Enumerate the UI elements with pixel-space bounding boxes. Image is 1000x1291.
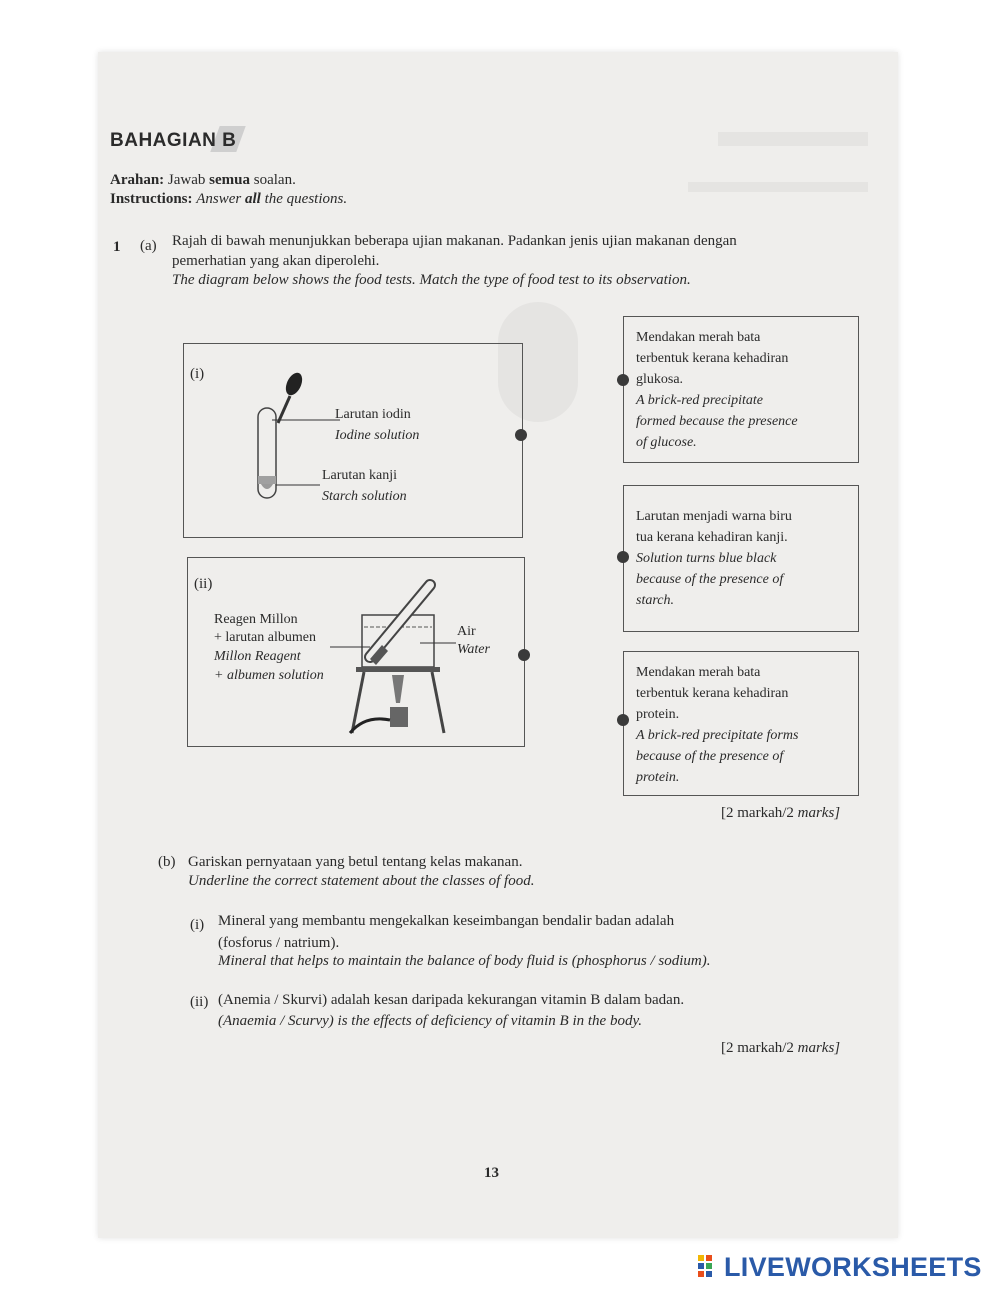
- part-a-ms-line2: pemerhatian yang akan diperolehi.: [172, 253, 380, 269]
- part-b-ms-line: Gariskan pernyataan yang betul tentang kelas makanan.: [188, 854, 523, 870]
- millon-ms-1: Reagen Millon: [214, 612, 298, 627]
- section-title: BAHAGIAN B: [110, 130, 237, 151]
- option-box-2: Larutan menjadi warna biru tua kerana kehadiran kanji. Solution turns blue black because of the presence of starch.: [623, 485, 859, 632]
- part-b-en-line: Underline the correct statement about the classes of food.: [188, 873, 535, 889]
- part-a-en-line: The diagram below shows the food tests. Match the type of food test to its observation.: [172, 272, 691, 288]
- starch-label-en: Starch solution: [322, 489, 407, 504]
- option-box-3: Mendakan merah bata terbentuk kerana kehadiran protein. A brick-red precipitate forms because of the presence of protein.: [623, 651, 859, 796]
- item-i-en-line[interactable]: Mineral that helps to maintain the balance of body fluid is (phosphorus / sodium).: [218, 953, 711, 969]
- part-b-label: (b): [158, 854, 176, 870]
- millon-en-2: + albumen solution: [214, 668, 324, 683]
- millon-en-1: Millon Reagent: [214, 649, 301, 664]
- water-bath-apparatus-icon: [330, 575, 460, 740]
- item-i-ms-line2[interactable]: (fosforus / natrium).: [218, 935, 340, 951]
- part-a-ms-line1: Rajah di bawah menunjukkan beberapa ujian makanan. Padankan jenis ujian makanan dengan: [172, 233, 737, 249]
- match-dot-option-3[interactable]: [617, 714, 629, 726]
- page-number: 13: [484, 1165, 499, 1181]
- item-ii-en-line[interactable]: (Anaemia / Scurvy) is the effects of deficiency of vitamin B in the body.: [218, 1013, 643, 1029]
- water-label-en: Water: [457, 642, 490, 657]
- instruction-en: Instructions: Answer all the questions.: [110, 191, 348, 207]
- match-dot-option-1[interactable]: [617, 374, 629, 386]
- part-a-marks: [2 markah/2 marks]: [721, 805, 841, 821]
- question-number: 1: [113, 239, 121, 255]
- instruction-ms: Arahan: Jawab semua soalan.: [110, 172, 296, 188]
- diagram-i-label: (i): [190, 366, 205, 382]
- match-dot-diagram-i[interactable]: [515, 429, 527, 441]
- item-i-ms-line1[interactable]: Mineral yang membantu mengekalkan keseimbangan bendalir badan adalah: [218, 913, 675, 929]
- part-b-marks: [2 markah/2 marks]: [721, 1040, 841, 1056]
- diagram-ii-label: (ii): [194, 576, 213, 592]
- item-ii-ms-line[interactable]: (Anemia / Skurvi) adalah kesan daripada kekurangan vitamin B dalam badan.: [218, 992, 685, 1008]
- water-label-ms: Air: [457, 624, 476, 639]
- iodine-label-en: Iodine solution: [335, 428, 420, 443]
- liveworksheets-logo-icon: [698, 1255, 720, 1277]
- brand-name: LIVEWORKSHEETS: [724, 1252, 982, 1282]
- item-ii-label: (ii): [190, 994, 209, 1010]
- match-dot-diagram-ii[interactable]: [518, 649, 530, 661]
- iodine-label-ms: Larutan iodin: [335, 407, 411, 422]
- part-a-label: (a): [140, 238, 157, 254]
- match-dot-option-2[interactable]: [617, 551, 629, 563]
- starch-label-ms: Larutan kanji: [322, 468, 398, 483]
- option-box-1: Mendakan merah bata terbentuk kerana kehadiran glukosa. A brick-red precipitate formed because the presence of glucose.: [623, 316, 859, 463]
- millon-ms-2: + larutan albumen: [214, 630, 316, 645]
- item-i-label: (i): [190, 917, 205, 933]
